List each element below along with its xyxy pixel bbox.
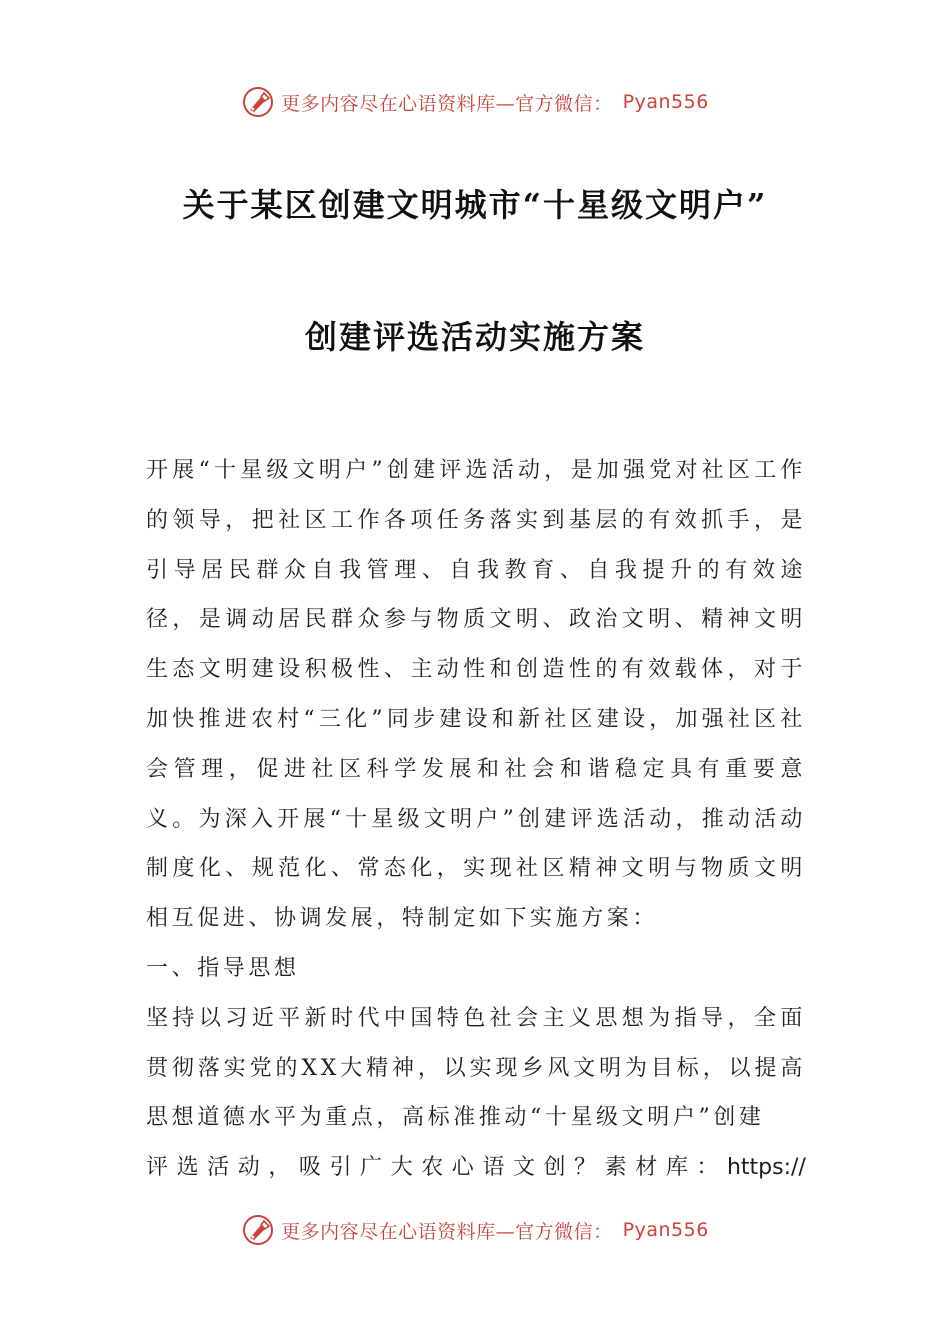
- last-line-char: 心: [451, 1155, 478, 1181]
- header-watermark: [0, 82, 950, 122]
- watermark-text: 更多内容尽在心语资料库—官方微信：: [281, 92, 613, 115]
- document-body: [146, 446, 806, 1193]
- watermark-wechat-id: Pyan556: [622, 1219, 709, 1241]
- last-line-char: 吸: [298, 1155, 325, 1181]
- last-line-char: 材: [635, 1155, 661, 1181]
- last-line-char: 素: [604, 1155, 631, 1181]
- last-line-char: 广: [360, 1155, 386, 1181]
- footer-watermark: [0, 1210, 950, 1250]
- last-line-char: 创: [543, 1155, 570, 1181]
- paragraph-last-line: [146, 1143, 806, 1193]
- guiding-ideology-paragraph: 坚持以习近平新时代中国特色社会主义思想为指导，全面贯彻落实党的XX大精神，以实现乡风文明为目标，以提高思想道德水平为重点，高标准推动“十星级文明户”创建: [146, 1005, 806, 1131]
- last-line-char: 语: [482, 1155, 508, 1181]
- last-line-char: 文: [512, 1155, 539, 1181]
- section-heading-guiding-ideology: 一、指导思想: [146, 955, 300, 981]
- url-fragment: https://: [726, 1155, 806, 1181]
- document-title-line1: 关于某区创建文明城市“十星级文明户”: [182, 186, 768, 224]
- last-line-char: 动: [237, 1155, 264, 1181]
- last-line-char: 引: [329, 1155, 356, 1181]
- last-line-char: 大: [390, 1155, 417, 1181]
- watermark-text: 更多内容尽在心语资料库—官方微信：: [281, 1220, 613, 1243]
- last-line-char: 评: [146, 1155, 172, 1181]
- document-title-line2: 创建评选活动实施方案: [304, 318, 645, 356]
- pen-nib-icon: [241, 1213, 275, 1247]
- last-line-char: 库: [665, 1155, 692, 1181]
- last-line-char: ：: [696, 1155, 723, 1181]
- last-line-char: ，: [268, 1155, 294, 1181]
- pen-nib-icon: [241, 85, 275, 119]
- watermark-wechat-id: Pyan556: [622, 91, 709, 113]
- last-line-char: ？: [574, 1155, 600, 1181]
- last-line-char: 选: [176, 1155, 203, 1181]
- intro-paragraph: 开展“十星级文明户”创建评选活动，是加强党对社区工作的领导，把社区工作各项任务落实到基层的有效抓手，是引导居民群众自我管理、自我教育、自我提升的有效途径，是调动居民群众参与物质文明、政治文明、精神文明生态文明建设积极性、主动性和创造性的有效载体，对于加快推进农村“三化”同步建设和新社区建设，加强社区社会管理，促进社区科学发展和社会和谐稳定具有重要意义。为深入开展“十星级文明户”创建评选活动，推动活动制度化、规范化、常态化，实现社区精神文明与物质文明相互促进、协调发展，特制定如下实施方案：: [146, 458, 806, 932]
- last-line-char: 活: [207, 1155, 233, 1181]
- last-line-char: 农: [421, 1155, 447, 1181]
